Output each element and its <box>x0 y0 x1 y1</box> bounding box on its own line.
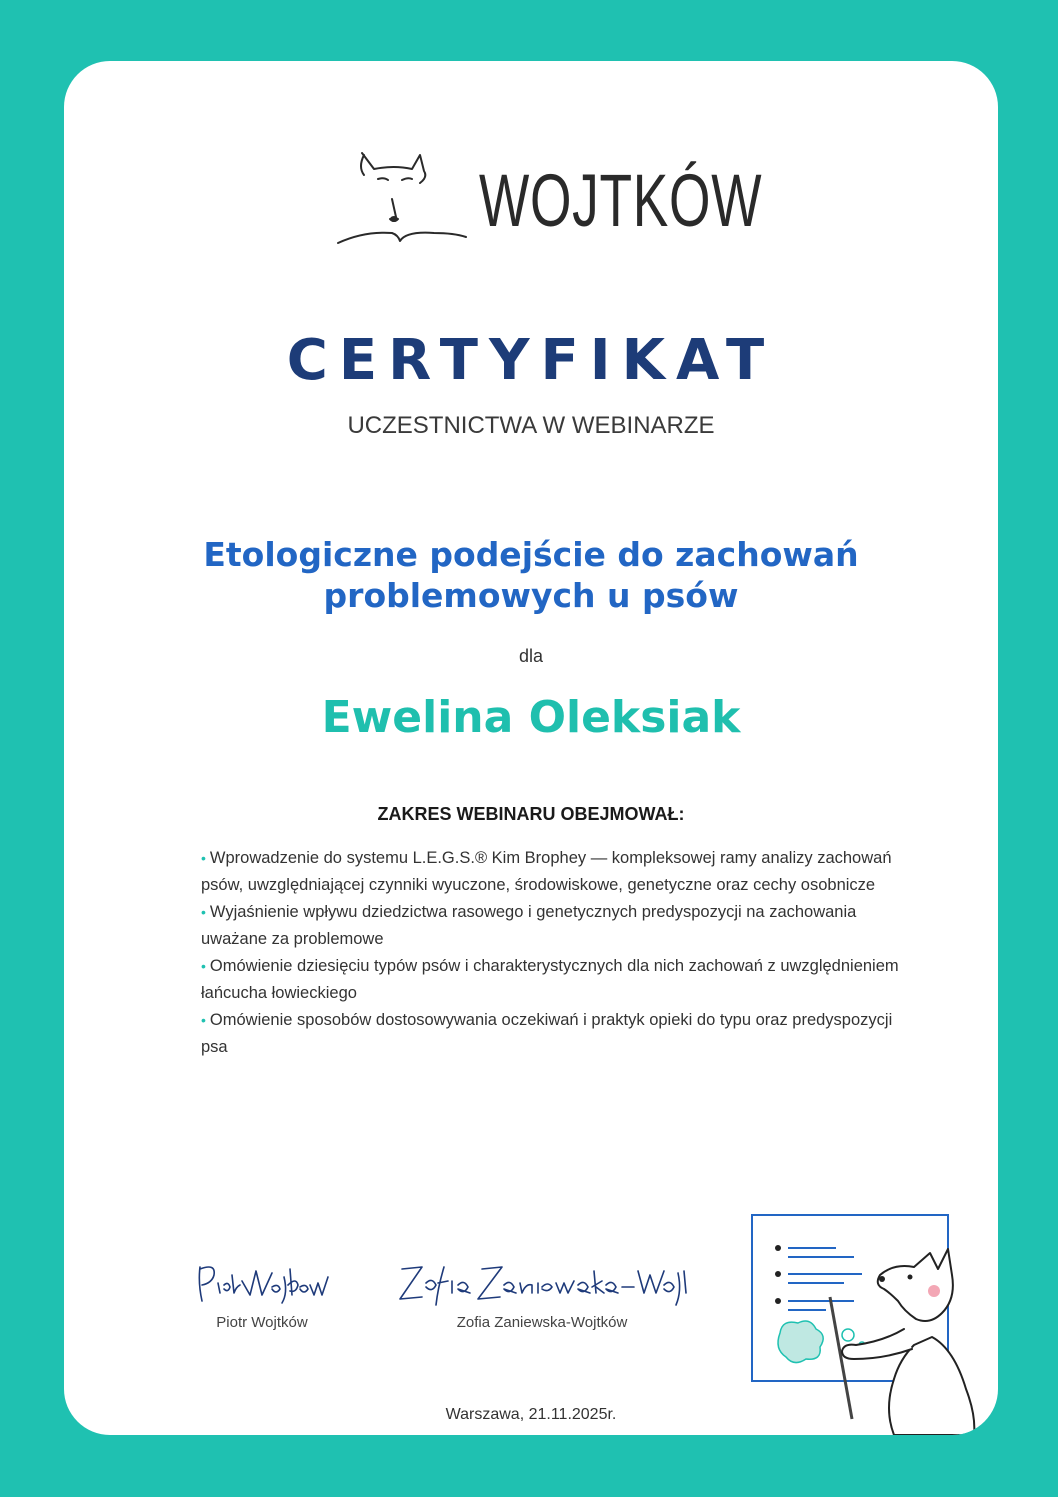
bullet-icon: • <box>201 1012 206 1028</box>
dog-logo-icon <box>334 147 474 247</box>
scope-item-text: Wprowadzenie do systemu L.E.G.S.® Kim Brophey — kompleksowej ramy analizy zachowań psów, uwzględniającej czynniki wyuczone, środowiskowe, genetyczne oraz cechy osobnicze <box>201 849 892 894</box>
recipient-name: Ewelina Oleksiak <box>321 692 741 743</box>
webinar-title <box>144 534 918 616</box>
bullet-icon: • <box>201 850 206 866</box>
scope-item-text: Omówienie sposobów dostosowywania oczekiwań i praktyk opieki do typu oraz predyspozycji psa <box>201 1011 893 1056</box>
handwritten-signature-1 <box>192 1257 332 1309</box>
signature-name-2: Zofia Zaniewska-Wojtków <box>456 1314 628 1331</box>
brand-logo <box>334 147 763 247</box>
for-label: dla <box>518 646 544 666</box>
signature-block-2 <box>382 1257 702 1333</box>
brand-name: WOJTKÓW <box>479 159 763 242</box>
handwritten-signature-2 <box>392 1257 692 1309</box>
scope-item <box>201 899 921 953</box>
dog-teacher-illustration-icon <box>744 1209 998 1435</box>
bullet-icon: • <box>201 958 206 974</box>
scope-item <box>201 953 921 1007</box>
scope-item <box>201 1007 921 1061</box>
certificate-subtitle: UCZESTNICTWA W WEBINARZE <box>347 412 715 439</box>
scope-item-text: Omówienie dziesięciu typów psów i charakterystycznych dla nich zachowań z uwzględnieniem łańcucha łowieckiego <box>201 957 899 1002</box>
certificate-title: CERTYFIKAT <box>286 328 776 393</box>
webinar-title-line1: Etologiczne podejście do zachowań <box>203 535 859 574</box>
signature-block-1 <box>182 1257 342 1333</box>
scope-list <box>201 845 921 1061</box>
signature-name-1: Piotr Wojtków <box>216 1314 308 1331</box>
certificate-card <box>64 61 998 1435</box>
webinar-title-line2: problemowych u psów <box>323 576 739 615</box>
scope-item <box>201 845 921 899</box>
scope-heading: ZAKRES WEBINARU OBEJMOWAŁ: <box>377 804 685 824</box>
scope-item-text: Wyjaśnienie wpływu dziedzictwa rasowego i genetycznych predyspozycji na zachowania uważane za problemowe <box>201 903 857 948</box>
place-date: Warszawa, 21.11.2025r. <box>445 1406 617 1423</box>
bullet-icon: • <box>201 904 206 920</box>
